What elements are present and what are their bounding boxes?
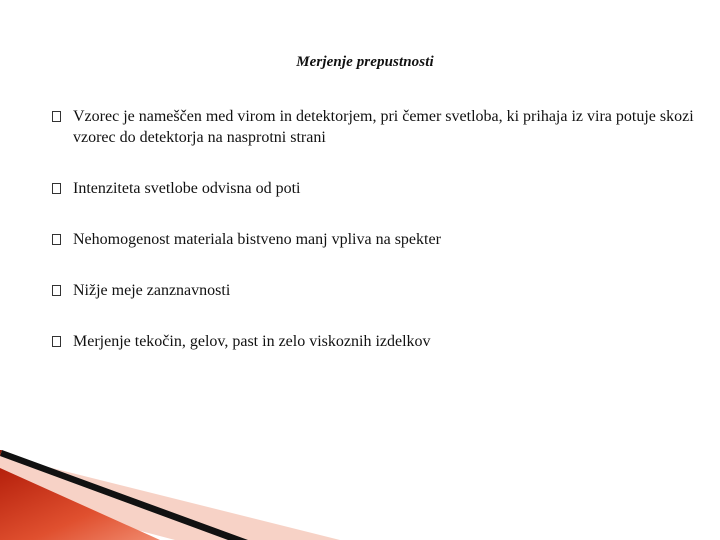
square-bullet-icon [52,183,61,194]
bullet-text: Nehomogenost materiala bistveno manj vpliva na spekter [73,231,441,248]
slide-title: Merjenje prepustnosti [296,54,434,70]
bullet-text: Vzorec je nameščen med virom in detektorjem, pri čemer svetloba, ki prihaja iz vira potuje skozi vzorec do detektorja na nasprotni strani [73,108,694,146]
bullet-item [52,229,702,250]
square-bullet-icon [52,285,61,296]
corner-decoration [0,450,720,540]
bullet-list [52,106,702,352]
bullet-item [52,280,702,301]
bullet-text: Merjenje tekočin, gelov, past in zelo viskoznih izdelkov [73,333,431,350]
bullet-text: Nižje meje zanznavnosti [73,282,231,299]
bullet-item [52,106,702,148]
square-bullet-icon [52,336,61,347]
square-bullet-icon [52,234,61,245]
bullet-item [52,178,702,199]
bullet-text: Intenziteta svetlobe odvisna od poti [73,180,301,197]
square-bullet-icon [52,111,61,122]
bullet-item [52,331,702,352]
